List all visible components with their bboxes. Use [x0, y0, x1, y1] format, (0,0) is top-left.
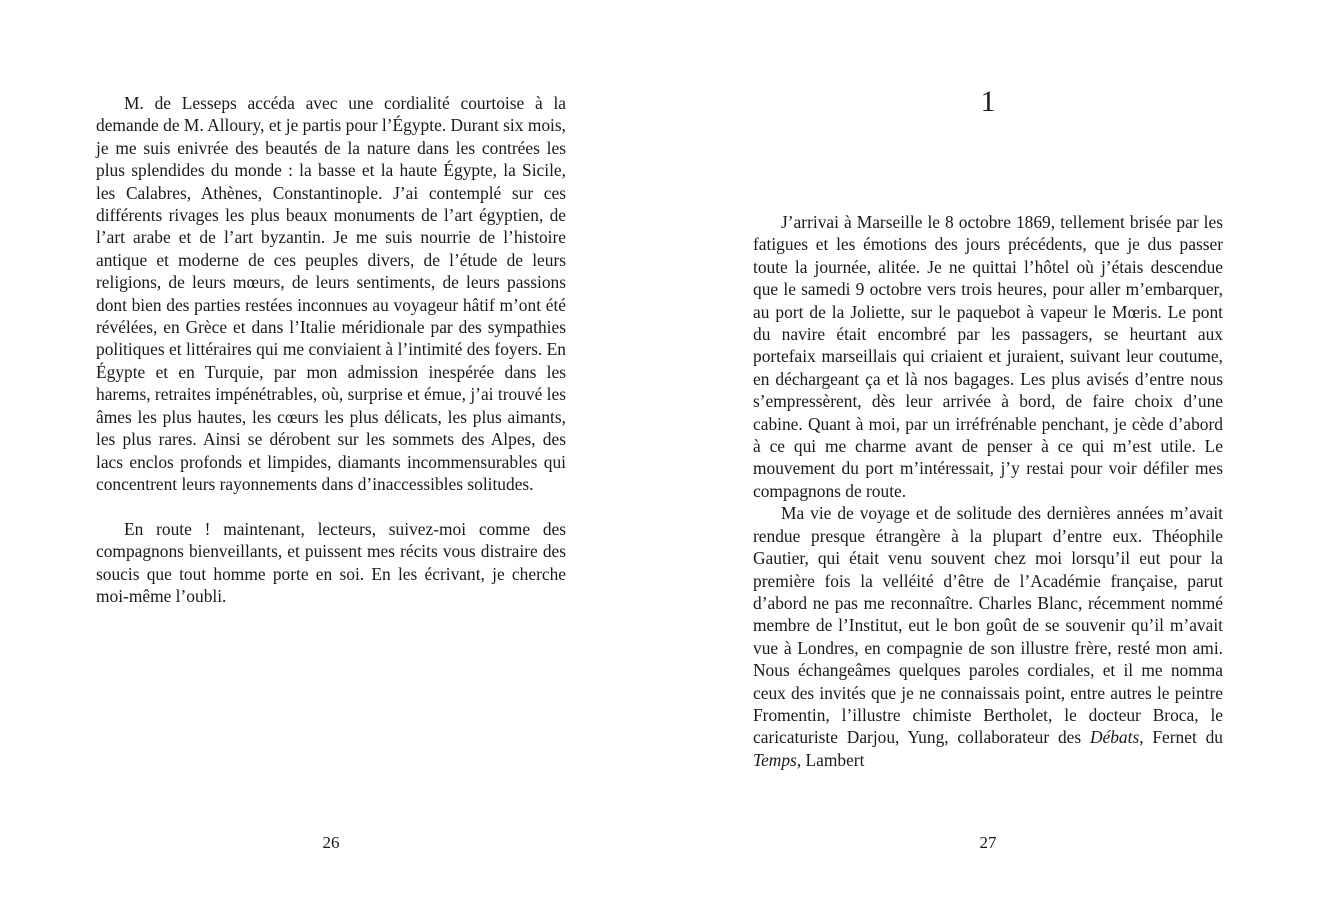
- text-run: Ma vie de voyage et de solitude des dernières années m’avait rendue presque étrangère à la plupart d’entre eux. Théophile Gautier, qui était venu souvent chez moi lorsqu’il eut pour la première fois la velléité d’être de l’Académie française, parut d’abord ne pas me reconnaître. Charles Blanc, récemment nommé membre de l’Institut, eut le bon goût de se souvenir qu’il m’avait vue à Londres, en compagnie de son illustre frère, resté mon ami. Nous échangeâmes quelques paroles cordiales, et il me nomma ceux des invités que je ne connaissais point, entre autres le peintre Fromentin, l’illustre chimiste Bertholet, le docteur Broca, le caricaturiste Darjou, Yung, collaborateur des: [753, 503, 1223, 748]
- text-run: En route ! maintenant, lecteurs, suivez-moi comme des compagnons bienveillants, et puissent mes récits vous distraire des soucis que tout homme porte en soi. En les écrivant, je cherche moi-même l’oubli.: [96, 518, 566, 606]
- page-left-text: [96, 92, 566, 607]
- chapter-number: 1: [980, 85, 996, 118]
- page-right: [753, 0, 1223, 903]
- page-left: [96, 0, 566, 903]
- page-right-text: [753, 211, 1223, 771]
- text-run: J’arrivai à Marseille le 8 octobre 1869, tellement brisée par les fatigues et les émotions des jours précédents, que je dus passer toute la journée, alitée. Je ne quittai l’hôtel où j’étais descendue que le samedi 9 octobre vers trois heures, pour aller m’embarquer, au port de la Joliette, sur le paquebot à vapeur le Mœris. Le pont du navire était encombré par les passagers, se heurtant aux portefaix marseillais qui criaient et juraient, suivant leur coutume, en déchargeant ça et là nos bagages. Les plus avisés d’entre nous s’empressèrent, dès leur arrivée à bord, de faire choix d’une cabine. Quant à moi, par un irréfrénable penchant, je cède d’abord à ce qui me charme avant de penser à ce qui m’est utile. Le mouvement du port m’intéressait, j’y restai pour voir défiler mes compagnons de route.: [753, 212, 1223, 501]
- italic-text: Débats: [1089, 727, 1140, 748]
- page-number-right: 27: [979, 833, 997, 852]
- paragraph: [753, 502, 1223, 771]
- text-run: M. de Lesseps accéda avec une cordialité courtoise à la demande de M. Alloury, et je partis pour l’Égypte. Durant six mois, je me suis enivrée des beautés de la nature dans les contrées les plus splendides du monde : la basse et la haute Égypte, la Sicile, les Calabres, Athènes, Constantinople. J’ai contemplé sur ces différents rivages les plus beaux monuments de l’art égyptien, de l’art arabe et de l’art byzantin. Je me suis nourrie de l’histoire antique et moderne de ces peuples divers, de l’étude de leurs religions, de leurs mœurs, de leurs sentiments, de leurs passions dont bien des parties restées inconnues au voyageur hâtif m’ont été révélées, en Grèce et dans l’Italie méridionale par des sympathies politiques et littéraires qui me conviaient à l’intimité des foyers. En Égypte et en Turquie, par mon admission inespérée dans les harems, retraites impénétrables, où, surprise et émue, j’ai trouvé les âmes les plus hautes, les cœurs les plus délicats, les plus aimants, les plus rares. Ainsi se dérobent sur les sommets des Alpes, des lacs enclos profonds et limpides, diamants incommensurables qui concentrent leurs rayonnements dans d’inaccessibles solitudes.: [96, 93, 566, 494]
- page-number-left: 26: [322, 833, 340, 852]
- italic-text: Temps: [753, 749, 797, 770]
- text-run: , Lambert: [796, 749, 865, 770]
- paragraph: [96, 92, 566, 495]
- paragraph: [96, 518, 566, 608]
- paragraph: [753, 211, 1223, 502]
- text-run: , Fernet du: [1139, 727, 1223, 748]
